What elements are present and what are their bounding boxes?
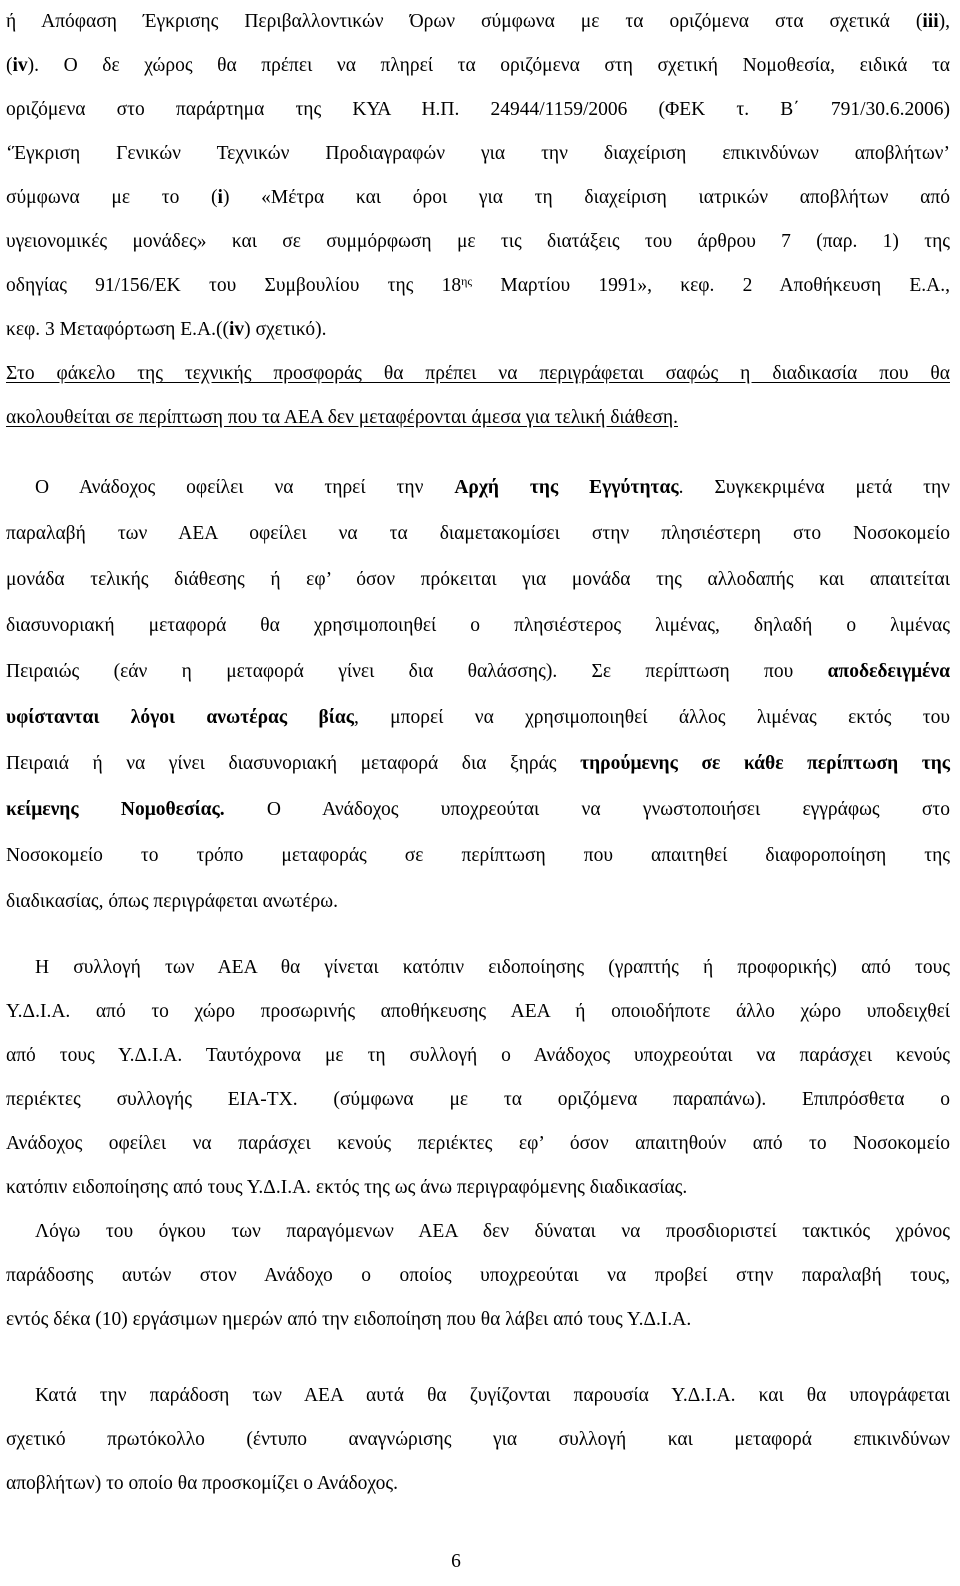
paragraph-1-line-8: κεφ. 3 Μεταφόρτωση Ε.Α.((iv) σχετικό). bbox=[6, 319, 327, 340]
paragraph-1-line-4: ‘Έγκριση Γενικών Τεχνικών Προδιαγραφών για την διαχείριση επικινδύνων αποβλήτων’ bbox=[6, 143, 950, 164]
paragraph-5-line-1: Κατά την παράδοση των ΑΕΑ αυτά θα ζυγίζονται παρουσία Υ.Δ.Ι.Α. και θα υπογράφεται bbox=[35, 1385, 950, 1406]
paragraph-4-line-3: εντός δέκα (10) εργάσιμων ημερών από την ειδοποίηση που θα λάβει από τους Υ.Δ.Ι.Α. bbox=[6, 1309, 692, 1330]
paragraph-3-line-6: κατόπιν ειδοποίησης από τους Υ.Δ.Ι.Α. εκτός της ως άνω περιγραφόμενης διαδικασίας. bbox=[6, 1177, 688, 1198]
paragraph-2-line-5: Πειραιώς (εάν η μεταφορά γίνει δια θαλάσσης). Σε περίπτωση που αποδεδειγμένα bbox=[6, 661, 950, 682]
underlined-note-line-2: ακολουθείται σε περίπτωση που τα ΑΕΑ δεν μεταφέρονται άμεσα για τελική διάθεση. bbox=[6, 407, 678, 428]
paragraph-1-line-6: υγειονομικές μονάδες» και σε συμμόρφωση με τις διατάξεις του άρθρου 7 (παρ. 1) της bbox=[6, 231, 950, 252]
paragraph-2-line-9: Νοσοκομείο το τρόπο μεταφοράς σε περίπτωση που απαιτηθεί διαφοροποίηση της bbox=[6, 845, 950, 866]
paragraph-2-line-2: παραλαβή των ΑΕΑ οφείλει να τα διαμετακομίσει στην πλησιέστερη στο Νοσοκομείο bbox=[6, 523, 950, 544]
paragraph-2-line-10: διαδικασίας, όπως περιγράφεται ανωτέρω. bbox=[6, 891, 338, 912]
underlined-note-line-1: Στο φάκελο της τεχνικής προσφοράς θα πρέπει να περιγράφεται σαφώς η διαδικασία που θα bbox=[6, 363, 950, 384]
paragraph-3-line-4: περιέκτες συλλογής ΕΙΑ-ΤΧ. (σύμφωνα με τα οριζόμενα παραπάνω). Επιπρόσθετα ο bbox=[6, 1089, 950, 1110]
paragraph-4-line-2: παράδοσης αυτών στον Ανάδοχο ο οποίος υποχρεούται να προβεί στην παραλαβή τους, bbox=[6, 1265, 950, 1286]
paragraph-2-line-7: Πειραιά ή να γίνει διασυνοριακή μεταφορά δια ξηράς τηρούμενης σε κάθε περίπτωση της bbox=[6, 753, 950, 774]
paragraph-2-line-6: υφίστανται λόγοι ανωτέρας βίας, μπορεί να χρησιμοποιηθεί άλλος λιμένας εκτός του bbox=[6, 707, 950, 728]
paragraph-1-line-7: οδηγίας 91/156/ΕΚ του Συμβουλίου της $18^{\eta\varsigma}$ Μαρτίου 1991», κεφ. 2 Αποθήκευση Ε.Α., bbox=[6, 274, 951, 296]
paragraph-2-line-8: κείμενης Νομοθεσίας. Ο Ανάδοχος υποχρεούται να γνωστοποιήσει εγγράφως στο bbox=[6, 799, 950, 820]
paragraph-1-line-5: σύμφωνα με το (i) «Μέτρα και όροι για τη διαχείριση ιατρικών αποβλήτων από bbox=[6, 187, 950, 208]
paragraph-1-line-3: οριζόμενα στο παράρτημα της ΚΥΑ Η.Π. 24944/1159/2006 (ΦΕΚ τ. Β΄ 791/30.6.2006) bbox=[6, 99, 950, 120]
paragraph-3-line-5: Ανάδοχος οφείλει να παράσχει κενούς περιέκτες εφ’ όσον απαιτηθούν από το Νοσοκομείο bbox=[6, 1133, 950, 1154]
paragraph-1-line-2: (iv). Ο δε χώρος θα πρέπει να πληρεί τα οριζόμενα στη σχετική Νομοθεσία, ειδικά τα bbox=[6, 55, 950, 76]
page-number: 6 bbox=[451, 1551, 461, 1572]
paragraph-4-line-1: Λόγω του όγκου των παραγόμενων ΑΕΑ δεν δύναται να προσδιοριστεί τακτικός χρόνος bbox=[35, 1221, 950, 1242]
paragraph-3-line-2: Υ.Δ.Ι.Α. από το χώρο προσωρινής αποθήκευσης ΑΕΑ ή οποιοδήποτε άλλο χώρο υποδειχθεί bbox=[6, 1001, 950, 1022]
paragraph-3-line-1: Η συλλογή των ΑΕΑ θα γίνεται κατόπιν ειδοποίησης (γραπτής ή προφορικής) από τους bbox=[35, 957, 950, 978]
paragraph-5-line-2: σχετικό πρωτόκολλο (έντυπο αναγνώρισης για συλλογή και μεταφορά επικινδύνων bbox=[6, 1429, 950, 1450]
paragraph-3-line-3: από τους Υ.Δ.Ι.Α. Ταυτόχρονα με τη συλλογή ο Ανάδοχος υποχρεούται να παράσχει κενούς bbox=[6, 1045, 950, 1066]
superscript-ordinal: ης bbox=[461, 274, 473, 288]
paragraph-2-line-4: διασυνοριακή μεταφορά θα χρησιμοποιηθεί ο πλησιέστερος λιμένας, δηλαδή ο λιμένας bbox=[6, 615, 950, 636]
paragraph-1-line-1: ή Απόφαση Έγκρισης Περιβαλλοντικών Όρων σύμφωνα με τα οριζόμενα στα σχετικά (iii), bbox=[6, 11, 950, 32]
paragraph-2-line-1: Ο Ανάδοχος οφείλει να τηρεί την Αρχή της Εγγύτητας. Συγκεκριμένα μετά την bbox=[35, 477, 950, 498]
paragraph-2-line-3: μονάδα τελικής διάθεσης ή εφ’ όσον πρόκειται για μονάδα της αλλοδαπής και απαιτείται bbox=[6, 569, 950, 590]
paragraph-5-line-3: αποβλήτων) το οποίο θα προσκομίζει ο Ανάδοχος. bbox=[6, 1473, 398, 1494]
